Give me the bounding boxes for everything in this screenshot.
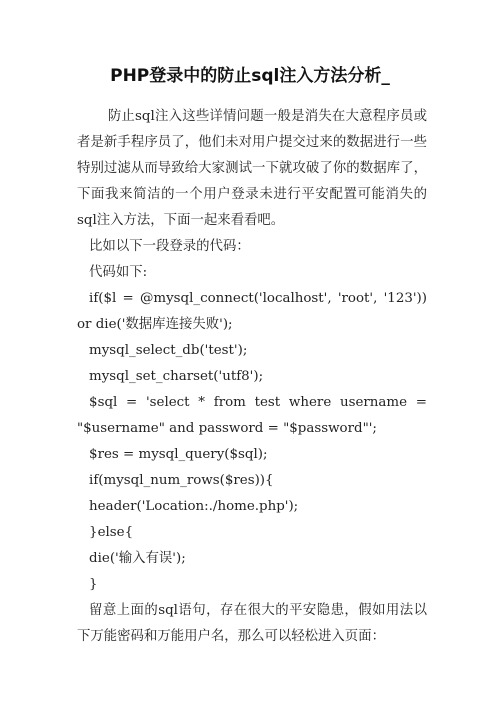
- paragraph-example-intro: 比如以下一段登录的代码：: [89, 239, 250, 254]
- paragraph-warning: 留意上面的sql语句，存在很大的平安隐患，假如用法以下万能密码和万能用户名，那么可以轻松进入页面：: [77, 603, 427, 644]
- paragraph-code-label: 代码如下:: [89, 265, 148, 280]
- code-line-if: if(mysql_num_rows($res)){: [89, 473, 274, 488]
- code-line-sql: $sql = 'select * from test where username = "$username" and password = "$password"';: [77, 395, 427, 436]
- document-title: PHP登录中的防止sql注入方法分析_: [110, 66, 390, 86]
- code-line-set-charset: mysql_set_charset('utf8');: [89, 369, 264, 384]
- intro-paragraph: 防止sql注入这些详情问题一般是消失在大意程序员或者是新手程序员了，他们未对用户提交过来的数据进行一些特别过滤从而导致给大家测试一下就攻破了你的数据库了，下面我来简洁的一个用户登录未进行平安配置可能消失的sql注入方法，下面一起来看看吧。: [77, 109, 427, 228]
- code-line-close: }: [89, 577, 98, 592]
- code-line-header: header('Location:./home.php');: [89, 499, 299, 514]
- code-line-select-db: mysql_select_db('test');: [89, 343, 248, 358]
- code-line-die: die('输入有误');: [89, 551, 186, 566]
- code-line-else: }else{: [89, 525, 134, 540]
- document-body: [77, 104, 427, 650]
- code-line-query: $res = mysql_query($sql);: [89, 447, 268, 462]
- code-line-connect: if($l = @mysql_connect('localhost', 'root', '123')) or die('数据库连接失败');: [77, 291, 427, 332]
